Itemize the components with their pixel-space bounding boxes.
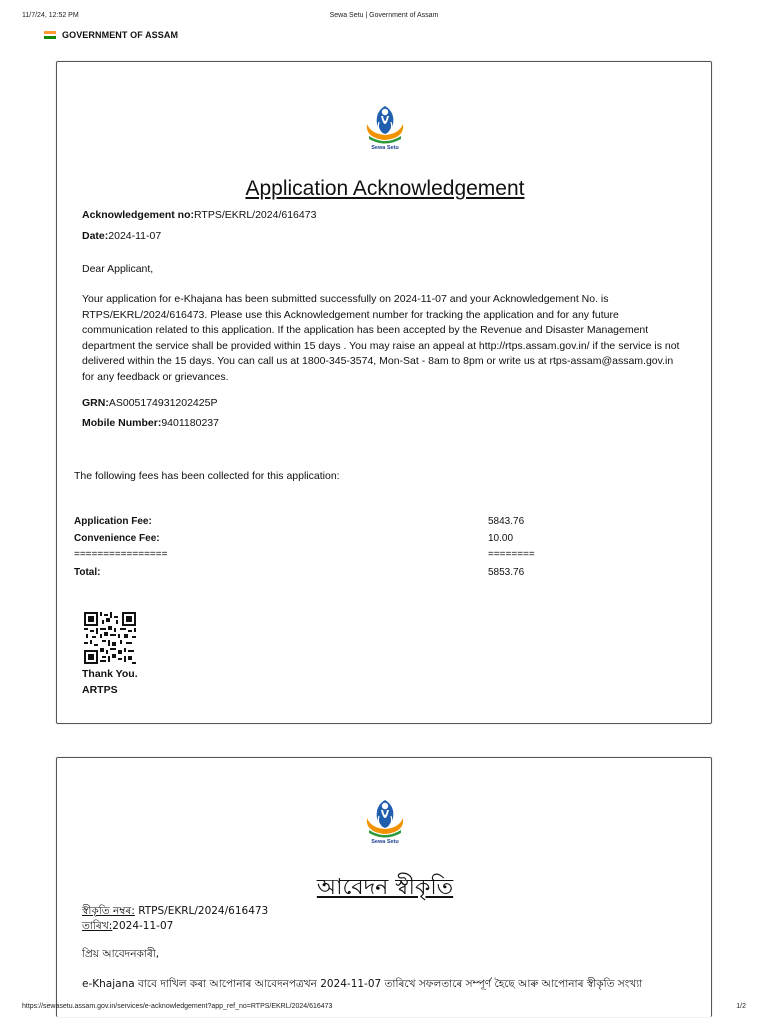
fee-value: 10.00 <box>488 533 514 544</box>
fee-row <box>74 516 674 530</box>
page-title: Application Acknowledgement <box>245 177 525 200</box>
qr-code <box>84 612 136 664</box>
grn-value: AS005174931202425P <box>108 397 218 409</box>
government-name: GOVERNMENT OF ASSAM <box>62 30 179 40</box>
ack-number-value-assamese: RTPS/EKRL/2024/616473 <box>134 905 269 917</box>
ack-number-label-assamese: স্বীকৃতি নম্বৰ: <box>82 905 135 917</box>
fee-separator: ======== <box>488 549 535 560</box>
sewa-setu-logo <box>361 796 409 854</box>
fee-value: 5843.76 <box>488 516 525 527</box>
ack-number-label: Acknowledgement no: <box>82 209 195 221</box>
fee-label: Convenience Fee: <box>74 533 160 544</box>
date-label-assamese: তাৰিখ: <box>82 920 113 932</box>
date-row <box>82 230 161 242</box>
grn-label: GRN: <box>82 397 109 409</box>
ack-number-value: RTPS/EKRL/2024/616473 <box>194 209 317 221</box>
fee-row <box>74 533 674 547</box>
signoff: ARTPS <box>82 684 118 696</box>
print-page-number: 1/2 <box>736 1003 746 1010</box>
acknowledgement-body: Your application for e-Khajana has been submitted successfully on 2024-11-07 and your Acknowledgement No. is RTPS/EKRL/2024/616473. Please use this Acknowledgement number for tracking the application and for any future communication related to this application. If the application has been accepted by the Revenue and Disaster Management department the service shall be provided within 15 days . You may raise an appeal at http://rtps.assam.gov.in/ if the service is not delivered within the 15 days. You can call us at 1800-345-3574, Mon-Sat - 8am to 8pm or write us at rtps-assam@assam.gov.in for any feedback or grievances. <box>82 293 680 383</box>
mobile-value: 9401180237 <box>161 417 219 429</box>
grn-row <box>82 397 217 409</box>
greeting-assamese: প্ৰিয় আবেদনকাৰী, <box>82 948 160 960</box>
fee-total-label: Total: <box>74 567 101 578</box>
fees-intro: The following fees has been collected for this application: <box>74 470 340 482</box>
mobile-row <box>82 417 219 429</box>
mobile-label: Mobile Number: <box>82 417 162 429</box>
logo-caption: Sewa Setu <box>371 839 399 845</box>
acknowledgement-card-assamese <box>56 757 712 1017</box>
date-row-assamese <box>82 919 173 936</box>
fee-separator: ================ <box>74 549 168 560</box>
acknowledgement-card-english <box>56 61 712 724</box>
date-value: 2024-11-07 <box>108 230 162 242</box>
acknowledgement-body-assamese: e-Khajana বাবে দাখিল কৰা আপোনাৰ আবেদনপত্ৰখন 2024-11-07 তাৰিখে সফলতাৰে সম্পূৰ্ণ হৈছে আৰু আপোনাৰ স্বীকৃতি সংখ্যা <box>82 978 643 990</box>
greeting: Dear Applicant, <box>82 263 154 275</box>
fee-total-row <box>74 567 674 581</box>
fee-separator-row <box>74 549 674 563</box>
print-datetime: 11/7/24, 12:52 PM <box>22 12 79 19</box>
print-url: https://sewasetu.assam.gov.in/services/e-acknowledgement?app_ref_no=RTPS/EKRL/2024/616473 <box>22 1003 333 1010</box>
page-title-assamese: আবেদন স্বীকৃতি <box>316 875 454 900</box>
date-label: Date: <box>82 230 109 242</box>
government-header <box>44 30 178 40</box>
fee-label: Application Fee: <box>74 516 152 527</box>
logo-caption: Sewa Setu <box>371 145 399 151</box>
print-page-title: Sewa Setu | Government of Assam <box>329 12 439 19</box>
fee-total-value: 5853.76 <box>488 567 525 578</box>
ack-number-row <box>82 209 316 221</box>
sewa-setu-logo <box>361 102 409 160</box>
date-value-assamese: 2024-11-07 <box>112 920 174 932</box>
thank-you: Thank You. <box>82 668 138 680</box>
india-flag-icon <box>44 31 56 39</box>
